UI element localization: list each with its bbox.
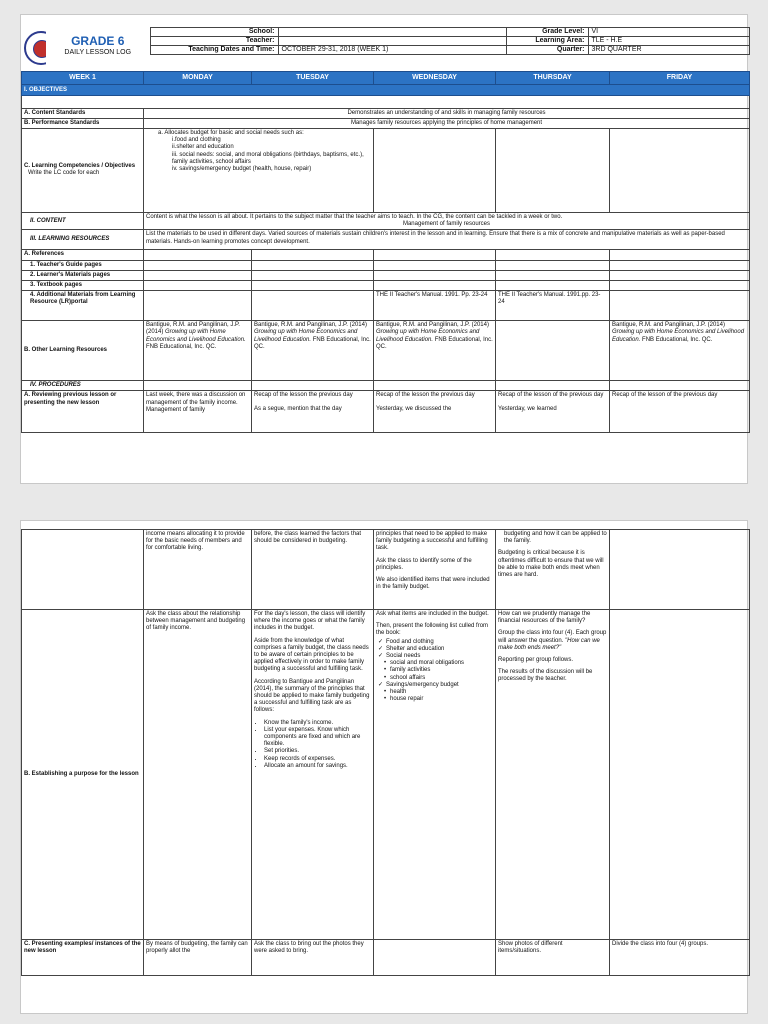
resources-label: III. LEARNING RESOURCES — [22, 230, 144, 250]
monday-header: MONDAY — [144, 71, 252, 84]
textbook-pages-label: 3. Textbook pages — [22, 280, 144, 290]
deped-seal-icon — [24, 31, 46, 65]
principle-item: • List your expenses. Know which components are fixed and which are flexible. — [264, 727, 371, 749]
review-fri: Recap of the lesson of the previous day — [610, 391, 750, 433]
tuesday-header: TUESDAY — [252, 71, 374, 84]
review-mon: Last week, there was a discussion on management of the family income. Management of family — [144, 391, 252, 433]
friday-header: FRIDAY — [610, 71, 750, 84]
content-standards-label: A. Content Standards — [22, 108, 144, 118]
examples-thu: Show photos of different items/situations. — [496, 940, 610, 976]
budget-item: ✓ Shelter and education — [386, 646, 493, 653]
objectives-heading: I. OBJECTIVES — [22, 84, 750, 95]
additional-materials-label: 4. Additional Materials from Learning Resource (LR)portal — [22, 291, 144, 321]
examples-label: C. Presenting examples/ instances of the new lesson — [22, 940, 144, 976]
area-label: Learning Area: — [506, 37, 588, 46]
competencies-sub: Write the LC code for each — [28, 170, 100, 177]
competency-item: iv. savings/emergency budget (health, house, repair) — [172, 165, 312, 172]
resources-value: List the materials to be used in different days. Varied sources of materials sustain children's interest in the lesson and in learning. Ensure that there is a mix of concrete and manipulative materials as well as paper-based materials. Hands-on learning promotes concept development. — [144, 230, 750, 250]
lesson-table-page1 — [21, 71, 750, 434]
review-cont-mon: income means allocating it to provide for the basic needs of members and for comfortable living. — [144, 530, 252, 610]
budget-subitem: • house repair — [390, 696, 493, 703]
examples-fri: Divide the class into four (4) groups. — [610, 940, 750, 976]
references-label: A. References — [22, 250, 144, 260]
page-1 — [20, 14, 748, 484]
other-resources-wed: Bantigue, R.M. and Pangilinan, J.P. (2014) Growing up with Home Economics and Livelihood Education. FNB Educational, Inc. QC. — [374, 321, 496, 381]
competency-item: i.food and clothing — [172, 137, 221, 144]
wednesday-header: WEDNESDAY — [374, 71, 496, 84]
procedures-heading: IV. PROCEDURES — [22, 381, 144, 391]
lesson-table-page2 — [21, 529, 750, 976]
purpose-tue: For the day's lesson, the class will identify where the income goes or what the family includes in the budget. Aside from the knowledge of what comprises a family budget, the class needs to be aware of certain principles to be applied effectively in order to make family budgeting a successful and fulfilling task. According to Bantigue and Pangilinan (2014), the summary of the principles that should be applied to make family budgeting a successful and fulfilling task are as follows: • Know the family's income. • List your expenses. Know which components are fixed and which are flexible. • Set priorities. • Keep records of expenses. • Allocate an amount for savings. — [252, 610, 374, 940]
other-resources-fri: Bantigue, R.M. and Pangilinan, J.P. (2014) Growing up with Home Economics and Livelihood Education. FNB Educational, Inc. QC. — [610, 321, 750, 381]
content-value — [144, 212, 750, 229]
review-thu: Recap of the lesson of the previous day Yesterday, we learned — [496, 391, 610, 433]
dates-label: Teaching Dates and Time: — [150, 46, 278, 55]
teacher-value — [278, 37, 506, 46]
competencies-label: C. Learning Competencies / Objectives — [24, 163, 136, 170]
review-cont-thu: budgeting and how it can be applied to the family. Budgeting is critical because it is oftentimes difficult to ensure that we will be able to make both ends meet when times are hard. — [496, 530, 610, 610]
tg-pages-label: 1. Teacher's Guide pages — [22, 260, 144, 270]
review-cont-tue: before, the class learned the factors that should be considered in budgeting. — [252, 530, 374, 610]
purpose-mon: Ask the class about the relationship between management and budgeting of family income. — [144, 610, 252, 940]
budget-item: ✓ Food and clothing — [386, 639, 493, 646]
examples-mon: By means of budgeting, the family can properly allot the — [144, 940, 252, 976]
school-label: School: — [150, 28, 278, 37]
log-title: DAILY LESSON LOG — [64, 48, 132, 56]
dates-value: OCTOBER 29-31, 2018 (WEEK 1) — [278, 46, 506, 55]
additional-materials-wed: THE II Teacher's Manual. 1991. Pp. 23-24 — [374, 291, 496, 321]
performance-standards-value: Manages family resources applying the principles of home management — [144, 118, 750, 128]
purpose-thu: How can we prudently manage the financial resources of the family? Group the class into four (4). Each group will answer the question. "How can we make both ends meet?" Reporting per group follows. The results of the discussion will be processed by the teacher. — [496, 610, 610, 940]
principle-item: • Keep records of expenses. — [264, 756, 371, 763]
lm-pages-label: 2. Learner's Materials pages — [22, 270, 144, 280]
performance-standards-label: B. Performance Standards — [22, 118, 144, 128]
header-table — [21, 27, 750, 71]
week-header: WEEK 1 — [22, 71, 144, 84]
quarter-label: Quarter: — [506, 46, 588, 55]
thursday-header: THURSDAY — [496, 71, 610, 84]
budget-subitem: • social and moral obligations — [390, 660, 493, 667]
review-tue: Recap of the lesson the previous day As a segue, mention that the day — [252, 391, 374, 433]
budget-item: ✓ Savings/emergency budget — [386, 682, 493, 689]
day-header-row — [22, 71, 750, 84]
competencies-value — [144, 128, 374, 212]
area-value: TLE - H.E — [588, 37, 749, 46]
grade-level-label: Grade Level: — [506, 28, 588, 37]
competency-item: ii.shelter and education — [172, 144, 234, 151]
purpose-wed: Ask what items are included in the budget. Then, present the following list culled from the book: ✓ Food and clothing ✓ Shelter and education ✓ Social needs • social and moral obligations • family activities • school affairs ✓ Savings/emergency budget • health • house repair — [374, 610, 496, 940]
principle-item: • Know the family's income. — [264, 720, 371, 727]
competencies-intro: a. Allocates budget for basic and social needs such as: — [158, 129, 304, 136]
teacher-label: Teacher: — [150, 37, 278, 46]
purpose-label: B. Establishing a purpose for the lesson — [22, 610, 144, 940]
grade-title: GRADE 6 — [71, 33, 125, 48]
principle-item: • Set priorities. — [264, 748, 371, 755]
content-line1: Content is what the lesson is all about. It pertains to the subject matter that the teacher aims to teach. In the CG, the content can be tackled in a week or two. — [146, 213, 563, 220]
budget-subitem: • family activities — [390, 667, 493, 674]
principle-item: • Allocate an amount for savings. — [264, 763, 371, 770]
content-label: II. CONTENT — [22, 212, 144, 229]
other-resources-mon: Bantigue, R.M. and Pangilinan, J.P. (2014) Growing up with Home Economics and Livelihood Education. FNB Educational, Inc. QC. — [144, 321, 252, 381]
grade-level-value: VI — [588, 28, 749, 37]
content-line2: Management of family resources — [402, 221, 491, 228]
budget-subitem: • health — [390, 689, 493, 696]
other-resources-label: B. Other Learning Resources — [22, 321, 144, 381]
other-resources-tue: Bantigue, R.M. and Pangilinan, J.P. (2014) Growing up with Home Economics and Livelihood Education. FNB Educational, Inc. QC. — [252, 321, 374, 381]
content-standards-value: Demonstrates an understanding of and skills in managing family resources — [144, 108, 750, 118]
review-cont-wed: principles that need to be applied to make family budgeting a successful and fulfilling task. Ask the class to identify some of the principles. We also identified items that were included in the family budget. — [374, 530, 496, 610]
page-2 — [20, 520, 748, 1014]
review-label: A. Reviewing previous lesson or presenting the new lesson — [22, 391, 144, 433]
review-wed: Recap of the lesson the previous day Yesterday, we discussed the — [374, 391, 496, 433]
examples-tue: Ask the class to bring out the photos they were asked to bring. — [252, 940, 374, 976]
budget-item: ✓ Social needs — [386, 653, 493, 660]
school-value — [278, 28, 506, 37]
additional-materials-thu: THE II Teacher's Manual. 1991.pp. 23-24 — [496, 291, 610, 321]
budget-subitem: • school affairs — [390, 675, 493, 682]
competency-item: iii. social needs: social, and moral obligations (birthdays, baptisms, etc.), family activities, school affairs — [172, 151, 364, 165]
quarter-value: 3RD QUARTER — [588, 46, 749, 55]
